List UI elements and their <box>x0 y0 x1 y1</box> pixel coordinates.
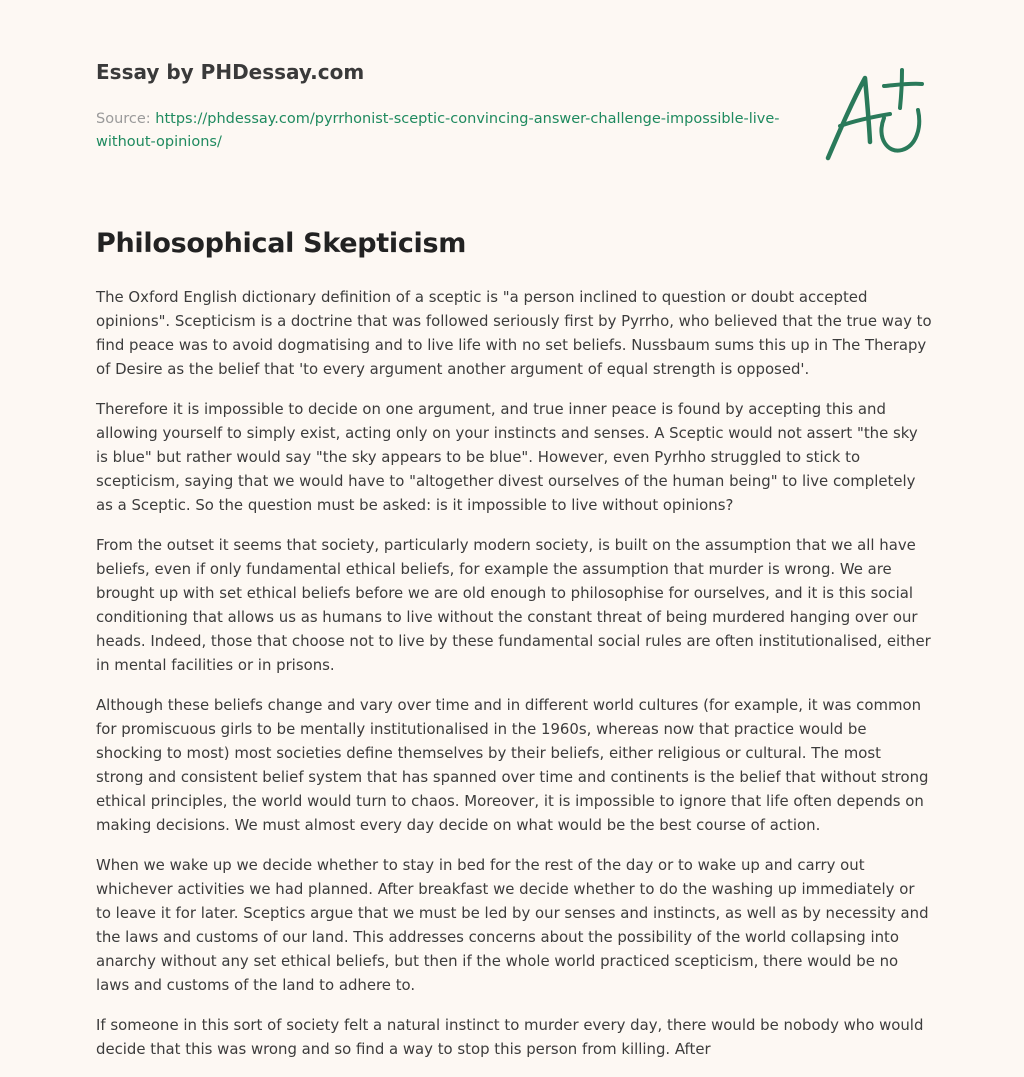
paragraph: Although these beliefs change and vary over time and in different world cultures (for example, it was common for promiscuous girls to be mentally institutionalised in the 1960s, whereas now that practice would be shocking to most) most societies define themselves by their beliefs, either religious or cultural. The most strong and consistent belief system that has spanned over time and continents is the belief that without strong ethical principles, the world would turn to chaos. Moreover, it is impossible to ignore that life often depends on making decisions. We must almost every day decide on what would be the best course of action. <box>96 696 929 835</box>
site-title: Essay by PHDessay.com <box>96 60 365 84</box>
paragraph: From the outset it seems that society, particularly modern society, is built on the assumption that we all have beliefs, even if only fundamental ethical beliefs, for example the assumption that murder is wrong. We are brought up with set ethical beliefs before we are old enough to philosophise for ourselves, and it is this social conditioning that allows us as humans to live without the constant threat of being murdered hanging over our heads. Indeed, those that choose not to live by these fundamental social rules are often institutionalised, either in mental facilities or in prisons. <box>96 536 931 675</box>
paragraph: If someone in this sort of society felt a natural instinct to murder every day, there would be nobody who would decide that this was wrong and so find a way to stop this person from killing. After <box>96 1016 924 1059</box>
article-title: Philosophical Skepticism <box>96 228 467 259</box>
source-link[interactable]: https://phdessay.com/pyrrhonist-sceptic-convincing-answer-challenge-impossible-live-without-opinions/ <box>96 111 780 150</box>
source-label: Source: <box>96 111 156 127</box>
article <box>96 226 932 1077</box>
paragraph: When we wake up we decide whether to stay in bed for the rest of the day or to wake up and carry out whichever activities we had planned. After breakfast we decide whether to do the washing up immediately or to leave it for later. Sceptics argue that we must be led by our senses and instincts, as well as by necessity and the laws and customs of our land. This addresses concerns about the possibility of the world collapsing into anarchy without any set ethical beliefs, but then if the whole world practiced scepticism, there would be no laws and customs of the land to adhere to. <box>96 856 929 995</box>
page-header <box>96 60 796 154</box>
source-line <box>96 108 796 154</box>
paragraph: The Oxford English dictionary definition of a sceptic is "a person inclined to question or doubt accepted opinions". Scepticism is a doctrine that was followed seriously first by Pyrrho, who believed that the true way to find peace was to avoid dogmatising and to live life with no set beliefs. Nussbaum sums this up in The Therapy of Desire as the belief that 'to every argument another argument of equal strength is opposed'. <box>96 288 932 379</box>
a-plus-logo-icon <box>818 64 930 164</box>
paragraph: Therefore it is impossible to decide on one argument, and true inner peace is found by accepting this and allowing yourself to simply exist, acting only on your instincts and senses. A Sceptic would not assert "the sky is blue" but rather would say "the sky appears to be blue". However, even Pyrhho struggled to stick to scepticism, saying that we would have to "altogether divest ourselves of the human being" to live completely as a Sceptic. So the question must be asked: is it impossible to live without opinions? <box>96 400 918 515</box>
